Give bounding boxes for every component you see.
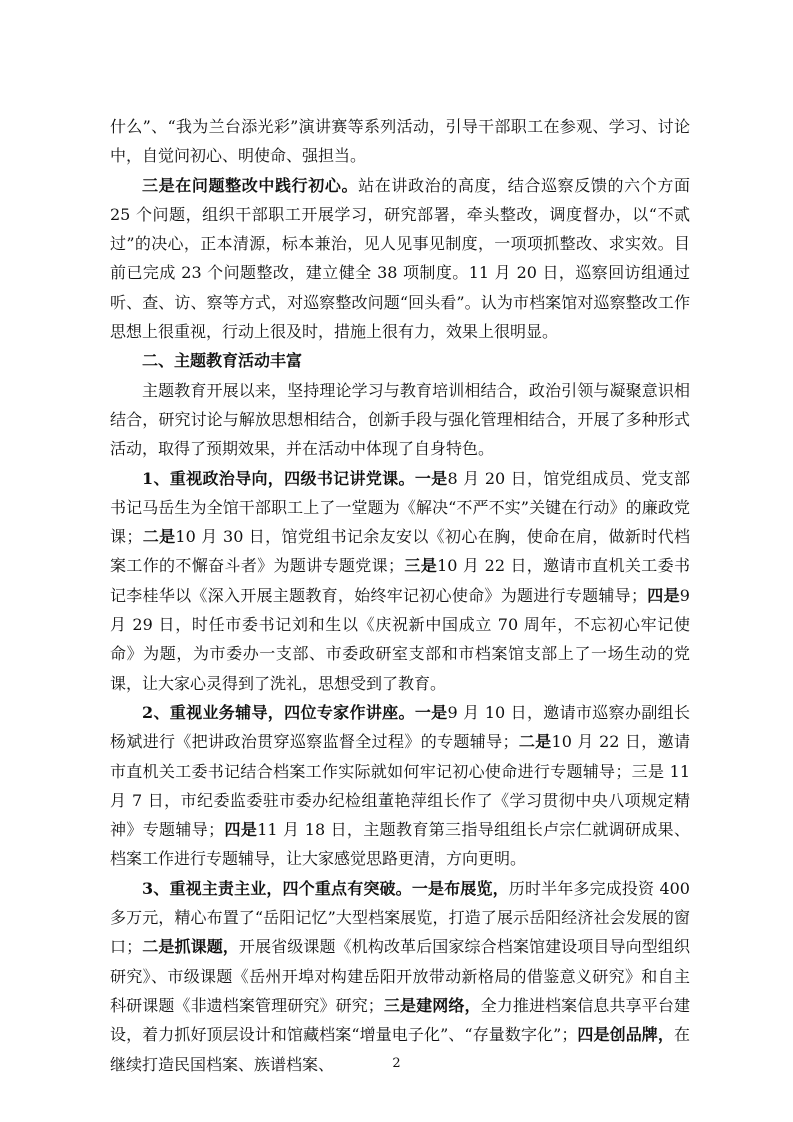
bold-text: 四是创品牌， xyxy=(577,1025,674,1045)
text-run: 10 月 30 日，馆党组书记余友安以《初心在胸，使命在肩，做新时代档案工作的不懈奋斗者》为题讲专题党课； xyxy=(110,527,690,576)
text-run: 站在讲政治的高度，结合巡察反馈的六个方面 25 个问题，组织干部职工开展学习，研究部署，牵头整改，调度督办，以“不贰过”的决心，正本清源，标本兼治，见人见事见制度，一项项抓整改、求实效。目前已完成 23 个问题整改，建立健全 38 项制度。11 月 20 日，巡察回访组通过听、查、访、察等方式，对巡察整改问题“回头看”。认为市档案馆对巡察整改工作思想上很重视，行动上很及时，措施上很有力，效果上很明显。 xyxy=(110,175,690,342)
bold-text: 1、重视政治导向，四级书记讲党课。一是 xyxy=(142,468,448,488)
bold-text: 二是抓课题， xyxy=(142,937,239,957)
section-heading xyxy=(110,346,690,375)
bold-text: 四是 xyxy=(646,585,680,605)
bold-text: 四是 xyxy=(224,820,258,840)
paragraph xyxy=(110,112,690,171)
bold-text: 三是 xyxy=(404,556,438,576)
bold-text: 3、重视主责主业，四个重点有突破。一是布展览， xyxy=(142,878,509,898)
bold-text: 三是在问题整改中践行初心。 xyxy=(142,175,359,195)
paragraph xyxy=(110,171,690,347)
text-run: 历时半年多完成投资 400 多万元，精心布置了“岳阳记忆”大型档案展览，打造了展示岳阳经济社会发展的窗口； xyxy=(110,878,690,957)
text-run: 10 月 22 日，邀请市直机关工委书记李桂华以《深入开展主题教育，始终牢记初心使命》为题进行专题辅导； xyxy=(110,556,690,605)
document-body xyxy=(110,112,690,1079)
bold-text: 二是 xyxy=(518,732,552,752)
text-run: 11 月 18 日，主题教育第三指导组组长卢宗仁就调研成果、档案工作进行专题辅导，让大家感觉思路更清，方向更明。 xyxy=(110,820,690,869)
bold-text: 二、主题教育活动丰富 xyxy=(142,351,303,371)
paragraph xyxy=(110,464,690,698)
text-run: 10 月 22 日，邀请市直机关工委书记结合档案工作实际就如何牢记初心使命进行专题辅导；三是 11 月 7 日，市纪委监委驻市委办纪检组董艳萍组长作了《学习贯彻中央八项规定精神》专题辅导； xyxy=(110,732,690,840)
text-run: 8 月 20 日，馆党组成员、党支部书记马岳生为全馆干部职工上了一堂题为《解决“不严不实”关键在行动》的廉政党课； xyxy=(110,468,690,547)
paragraph xyxy=(110,376,690,464)
text-run: 在继续打造民国档案、族谱档案、 xyxy=(110,1025,690,1074)
paragraph xyxy=(110,874,690,1079)
text-run: 主题教育开展以来，坚持理论学习与教育培训相结合，政治引领与凝聚意识相结合，研究讨论与解放思想相结合，创新手段与强化管理相结合，开展了多种形式活动，取得了预期效果，并在活动中体现了自身特色。 xyxy=(110,380,690,459)
paragraph xyxy=(110,698,690,874)
bold-text: 二是 xyxy=(142,527,176,547)
bold-text: 2、重视业务辅导，四位专家作讲座。一是 xyxy=(142,702,448,722)
text-run: 9 月 10 日，邀请市巡察办副组长杨斌进行《把讲政治贯穿巡察监督全过程》的专题辅导； xyxy=(110,702,690,752)
text-run: 全力推进档案信息共享平台建设，着力抓好顶层设计和馆藏档案“增量电子化”、“存量数字化”； xyxy=(110,995,690,1045)
page-number: 2 xyxy=(392,1056,401,1071)
text-run: 什么”、“我为兰台添光彩”演讲赛等系列活动，引导干部职工在参观、学习、讨论中，自觉问初心、明使命、强担当。 xyxy=(110,117,690,166)
bold-text: 三是建网络， xyxy=(383,995,481,1015)
text-run: 9 月 29 日，时任市委书记刘和生以《庆祝新中国成立 70 周年，不忘初心牢记使命》为题，为市委办一支部、市委政研室支部和市档案馆支部上了一场生动的党课，让大家心灵得到了洗礼，思想受到了教育。 xyxy=(110,585,690,693)
text-run: 开展省级课题《机构改革后国家综合档案馆建设项目导向型组织研究》、市级课题《岳州开埠对构建岳阳开放带动新格局的借鉴意义研究》和自主科研课题《非遗档案管理研究》研究； xyxy=(110,937,690,1015)
